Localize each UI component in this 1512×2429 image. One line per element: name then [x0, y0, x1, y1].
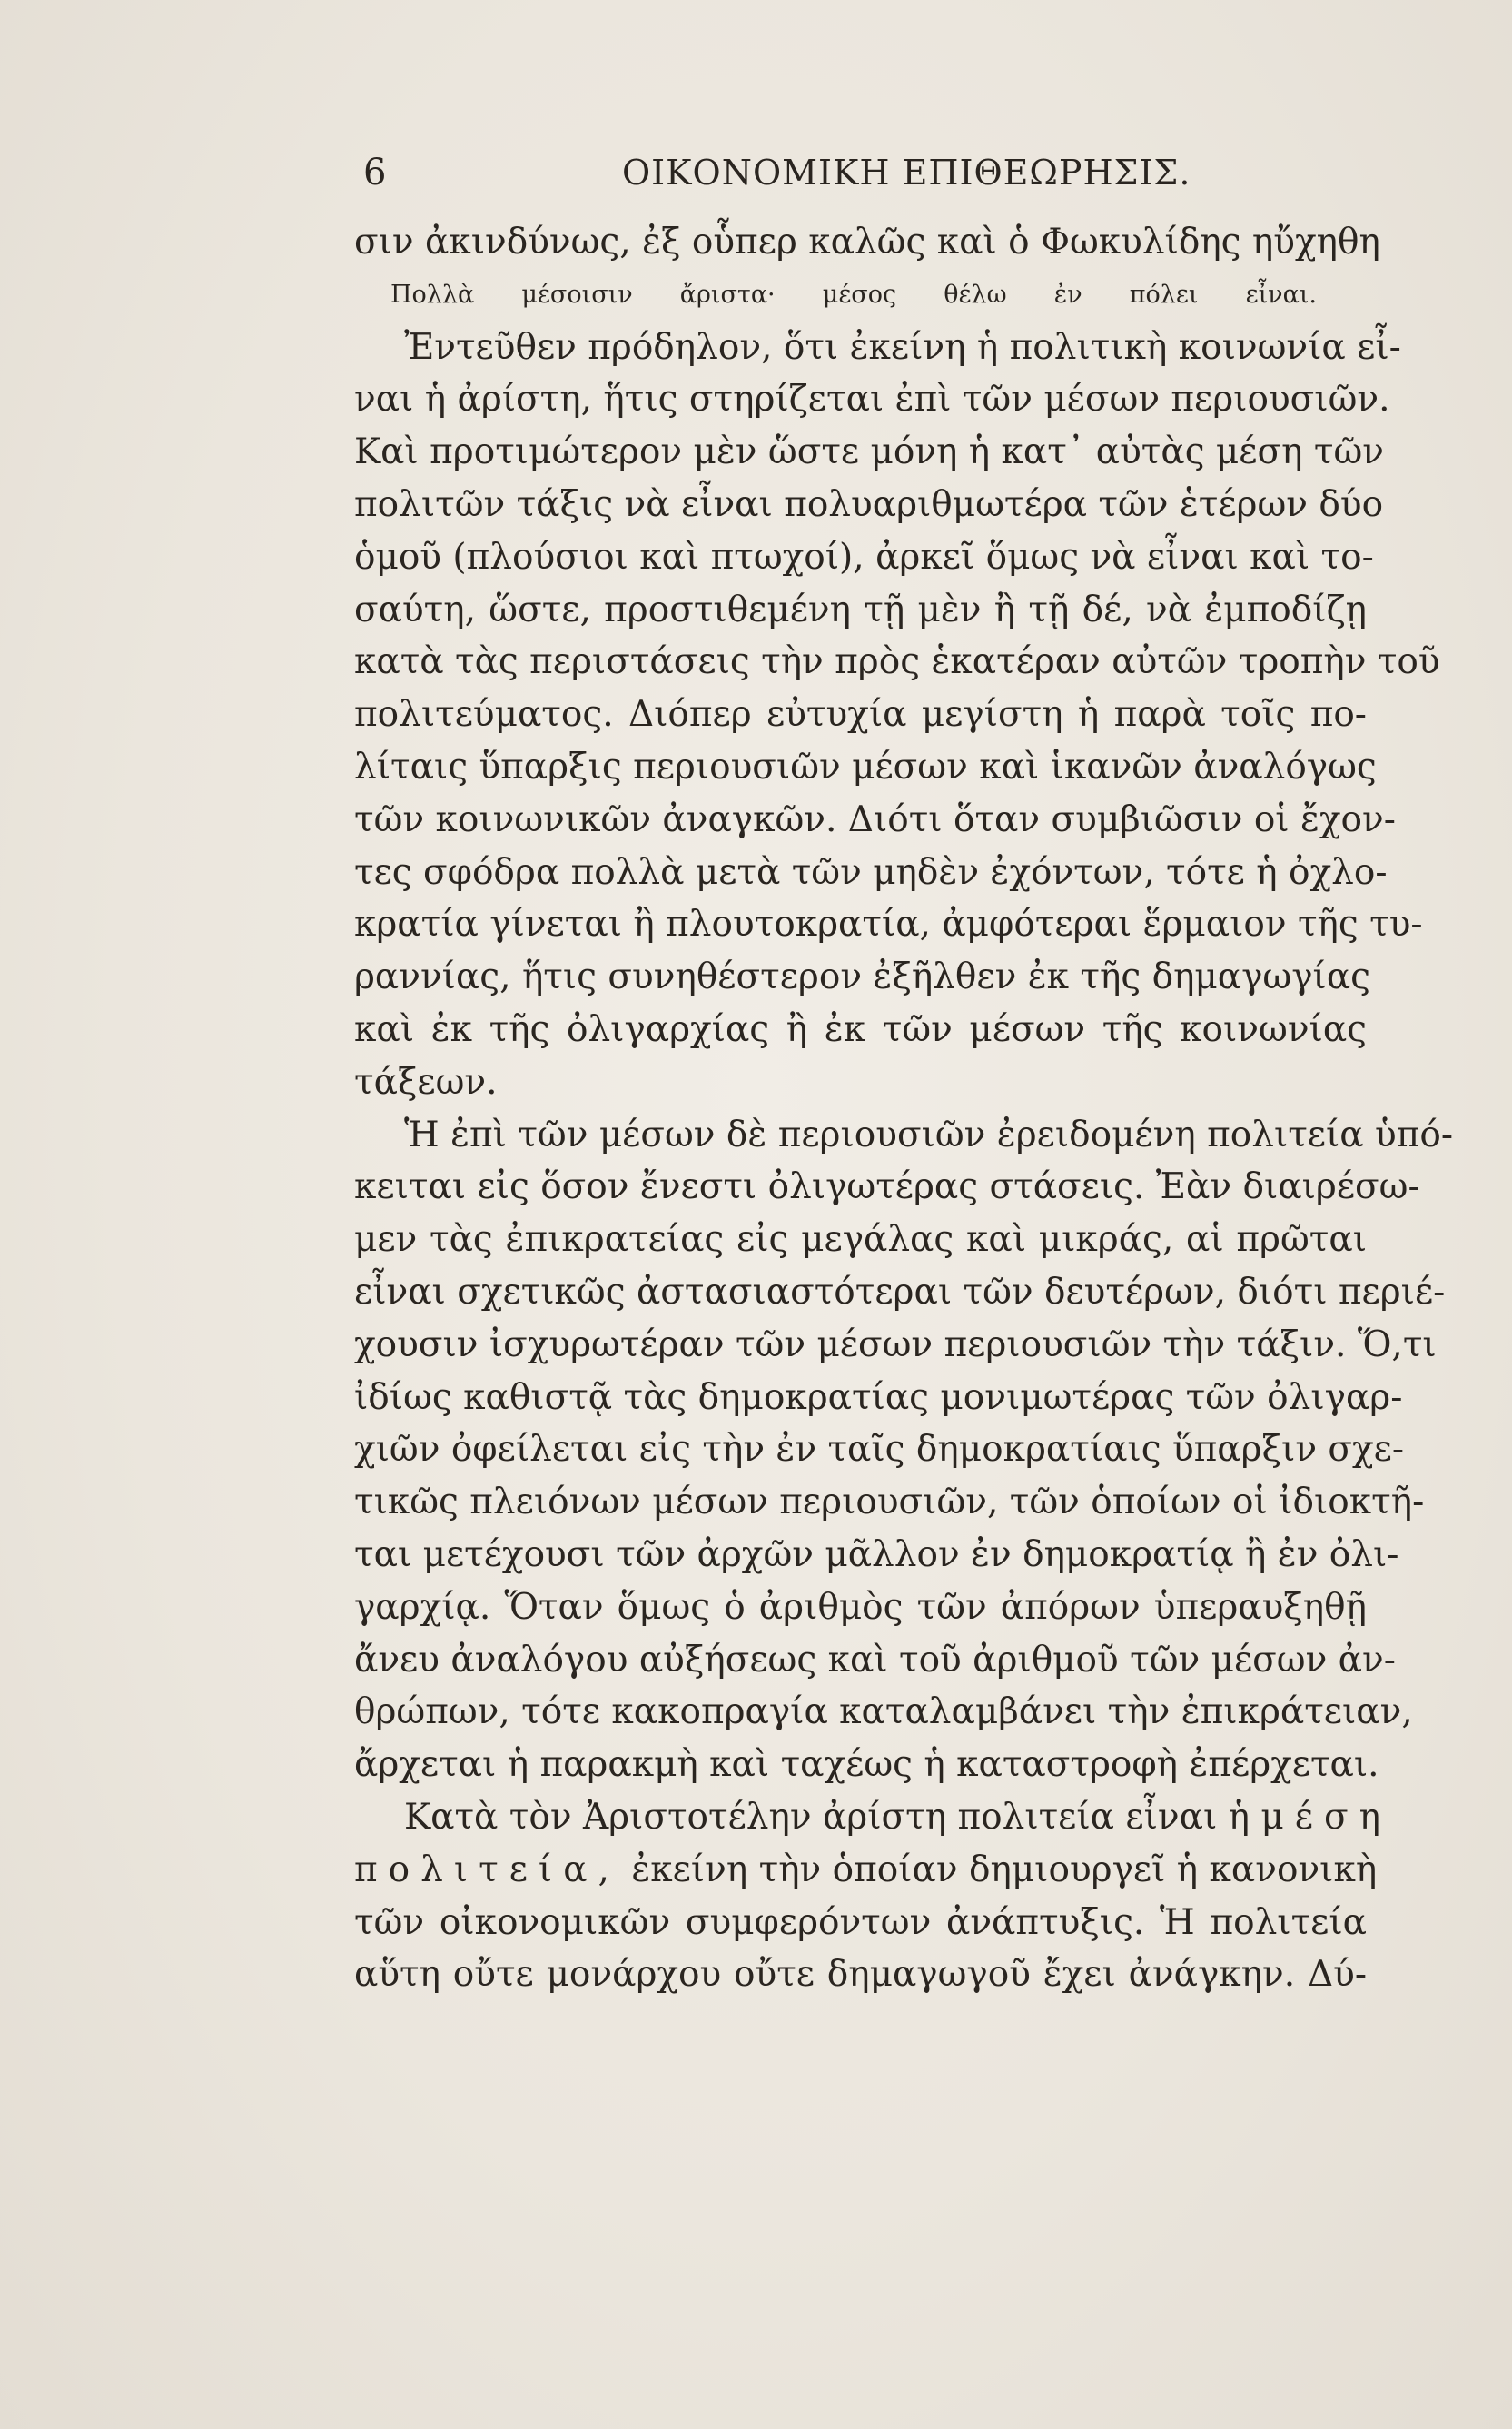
emphasized-term: πολιτεία, — [354, 1849, 620, 1890]
text-line: ἰδίως καθιστᾷ τὰς δημοκρατίας μονιμωτέρας τῶν ὀλιγαρ- — [354, 1376, 1403, 1418]
page-header — [363, 150, 1512, 204]
running-title: ΟΙΚΟΝΟΜΙΚΗ ΕΠΙΘΕΩΡΗΣΙΣ. — [622, 153, 1191, 193]
text-line — [354, 1791, 1391, 1844]
text-line: Ἡ ἐπὶ τῶν μέσων δὲ περιουσιῶν ἐρειδομένη πολιτεία ὑπό- — [404, 1114, 1454, 1155]
text-line: τικῶς πλειόνων μέσων περιουσιῶν, τῶν ὁποίων οἱ ἰδιοκτῆ- — [354, 1482, 1425, 1523]
text-line: σιν ἀκινδύνως, ἐξ οὗπερ καλῶς καὶ ὁ Φωκυλίδης ηὔχηθη — [354, 222, 1380, 263]
text-line: τάξεων. — [354, 1061, 498, 1103]
text-line: τες σφόδρα πολλὰ μετὰ τῶν μηδὲν ἐχόντων, τότε ἡ ὀχλο- — [354, 851, 1388, 893]
text-segment: Κατὰ τὸν Ἀριστοτέλην ἀρίστη πολιτεία εἶναι ἡ — [404, 1796, 1250, 1838]
text-line: ἄρχεται ἡ παρακμὴ καὶ ταχέως ἡ καταστροφὴ ἐπέρχεται. — [354, 1744, 1379, 1786]
body-text — [354, 216, 1454, 2001]
text-line: ναι ἡ ἀρίστη, ἥτις στηρίζεται ἐπὶ τῶν μέσων περιουσιῶν. — [354, 379, 1390, 421]
text-line: πολιτῶν τάξις νὰ εἶναι πολυαριθμωτέρα τῶν ἑτέρων δύο — [354, 483, 1384, 525]
text-line: τῶν κοινωνικῶν ἀναγκῶν. Διότι ὅταν συμβιῶσιν οἱ ἔχον- — [354, 798, 1396, 840]
text-line: ται μετέχουσι τῶν ἀρχῶν μᾶλλον ἐν δημοκρατίᾳ ἢ ἐν ὀλι- — [354, 1533, 1399, 1575]
text-line: τῶν οἰκονομικῶν συμφερόντων ἀνάπτυξις. Ἡ πολιτεία — [354, 1901, 1367, 1943]
text-line: εἶναι σχετικῶς ἀστασιαστότεραι τῶν δευτέρων, διότι περιέ- — [354, 1271, 1446, 1313]
text-line: Ἐντεῦθεν πρόδηλον, ὅτι ἐκείνη ἡ πολιτικὴ κοινωνία εἶ- — [404, 326, 1401, 368]
text-line: μεν τὰς ἐπικρατείας εἰς μεγάλας καὶ μικράς, αἱ πρῶται — [354, 1219, 1367, 1261]
text-line: ὁμοῦ (πλούσιοι καὶ πτωχοί), ἀρκεῖ ὅμως νὰ εἶναι καὶ το- — [354, 536, 1374, 578]
text-segment: ἐκείνη τὴν ὁποίαν δημιουργεῖ ἡ κανονικὴ — [631, 1849, 1378, 1890]
text-line: λίταις ὕπαρξις περιουσιῶν μέσων καὶ ἱκανῶν ἀναλόγως — [354, 746, 1377, 788]
text-line: κατὰ τὰς περιστάσεις τὴν πρὸς ἑκατέραν αὐτῶν τροπὴν τοῦ — [354, 641, 1440, 683]
text-line: Καὶ προτιμώτερον μὲν ὥστε μόνη ἡ κατ᾽ αὐτὰς μέση τῶν — [354, 431, 1384, 473]
text-line: κειται εἰς ὅσον ἔνεστι ὀλιγωτέρας στάσεις. Ἐὰν διαιρέσω- — [354, 1166, 1420, 1208]
text-line: καὶ ἐκ τῆς ὀλιγαρχίας ἢ ἐκ τῶν μέσων τῆς κοινωνίας — [354, 1008, 1367, 1050]
text-line: σαύτη, ὥστε, προστιθεμένη τῇ μὲν ἢ τῇ δέ, νὰ ἐμποδίζῃ — [354, 589, 1367, 630]
text-line: χουσιν ἰσχυρωτέραν τῶν μέσων περιουσιῶν τὴν τάξιν. Ὅ,τι — [354, 1324, 1437, 1365]
verse-quotation: Πολλὰ μέσοισιν ἄριστα· μέσος θέλω ἐν πόλει εἶναι. — [390, 280, 1317, 309]
text-line: ἄνευ ἀναλόγου αὐξήσεως καὶ τοῦ ἀριθμοῦ τῶν μέσων ἀν- — [354, 1639, 1396, 1680]
text-line: γαρχίᾳ. Ὅταν ὅμως ὁ ἀριθμὸς τῶν ἀπόρων ὑπεραυξηθῇ — [354, 1586, 1367, 1628]
text-line — [354, 1844, 1378, 1897]
text-line: πολιτεύματος. Διόπερ εὐτυχία μεγίστη ἡ παρὰ τοῖς πο- — [354, 694, 1367, 736]
text-line: χιῶν ὀφείλεται εἰς τὴν ἐν ταῖς δημοκρατίαις ὕπαρξιν σχε- — [354, 1429, 1405, 1471]
text-line: θρώπων, τότε κακοπραγία καταλαμβάνει τὴν ἐπικράτειαν, — [354, 1691, 1413, 1733]
page-number: 6 — [363, 152, 387, 193]
text-line: αὕτη οὔτε μονάρχου οὔτε δημαγωγοῦ ἔχει ἀνάγκην. Δύ- — [354, 1954, 1367, 1996]
text-line: κρατία γίνεται ἢ πλουτοκρατία, ἀμφότεραι ἕρμαιον τῆς τυ- — [354, 904, 1423, 946]
text-line: ραννίας, ἥτις συνηθέστερον ἐξῆλθεν ἐκ τῆς δημαγωγίας — [354, 957, 1371, 998]
emphasized-term: μέση — [1260, 1796, 1391, 1838]
